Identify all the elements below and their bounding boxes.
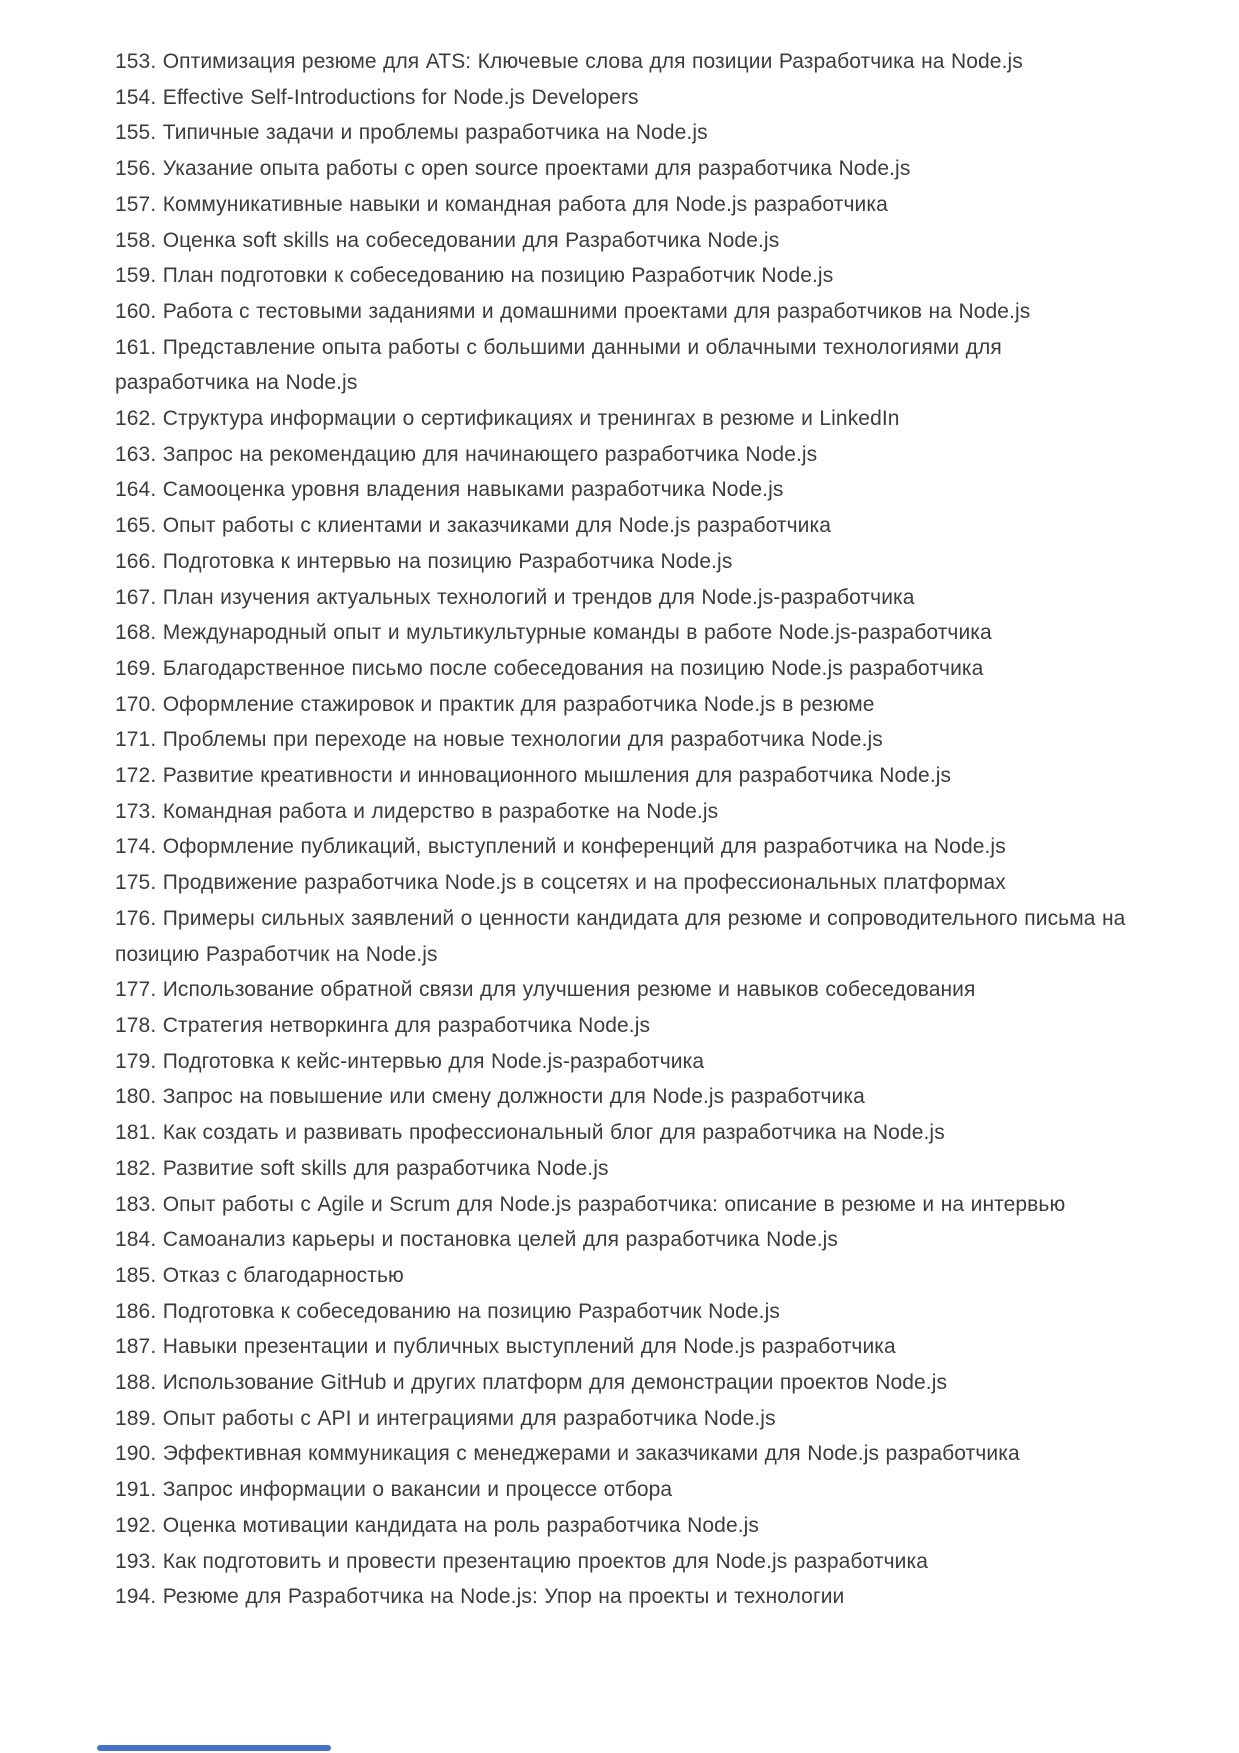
list-item-text: Благодарственное письмо после собеседования на позицию Node.js разработчика [162,656,984,680]
list-item-text: Самооценка уровня владения навыками разработчика Node.js [162,478,784,502]
list-item [115,1258,1127,1294]
list-item [115,651,1127,687]
list-item-number: 156. [115,157,157,181]
list-item-number: 159. [115,264,157,288]
list-item [115,1544,1127,1580]
list-item-number: 171. [115,728,157,752]
list-item-number: 181. [115,1121,157,1145]
list-item-number: 193. [115,1549,157,1573]
list-item-number: 176. [115,906,157,930]
list-item [115,1008,1127,1044]
list-item [115,1294,1127,1330]
list-item [115,544,1127,580]
list-item-number: 163. [115,442,157,466]
list-item-text: Оценка soft skills на собеседовании для Разработчика Node.js [162,228,780,252]
list-item-text: Запрос на повышение или смену должности для Node.js разработчика [162,1085,865,1109]
list-item [115,865,1127,901]
list-item-text: Использование GitHub и других платформ для демонстрации проектов Node.js [162,1371,948,1395]
list-item-number: 189. [115,1406,157,1430]
list-item [115,901,1127,972]
list-item-text: Оформление публикаций, выступлений и конференций для разработчика на Node.js [162,835,1006,859]
list-item [115,1401,1127,1437]
list-item-number: 183. [115,1192,157,1216]
list-item-number: 162. [115,407,157,431]
list-item [115,80,1127,116]
list-item-number: 155. [115,121,157,145]
list-item [115,401,1127,437]
list-item [115,330,1127,401]
list-item-text: Подготовка к кейс-интервью для Node.js-разработчика [162,1049,705,1073]
list-item-text: Типичные задачи и проблемы разработчика на Node.js [162,121,708,145]
list-item-text: Запрос информации о вакансии и процессе отбора [162,1478,673,1502]
list-item-number: 180. [115,1085,157,1109]
list-item-text: Коммуникативные навыки и командная работа для Node.js разработчика [162,192,888,216]
list-item [115,1151,1127,1187]
list-item-number: 167. [115,585,157,609]
list-item-number: 190. [115,1442,157,1466]
list-item [115,1222,1127,1258]
list-item-number: 161. [115,335,157,359]
list-item-number: 177. [115,978,157,1002]
bottom-blue-bar [97,1745,331,1751]
list-item [115,151,1127,187]
list-item-number: 178. [115,1013,157,1037]
list-item-text: Международный опыт и мультикультурные команды в работе Node.js-разработчика [162,621,992,645]
list-item [115,1508,1127,1544]
list-item-number: 154. [115,85,157,109]
list-item-text: Стратегия нетворкинга для разработчика Node.js [162,1013,651,1037]
list-item-text: Развитие soft skills для разработчика Node.js [162,1156,609,1180]
list-item-number: 160. [115,299,157,323]
list-item [115,294,1127,330]
list-item [115,187,1127,223]
list-item-text: Развитие креативности и инновационного мышления для разработчика Node.js [162,764,952,788]
list-item [115,472,1127,508]
list-item-number: 158. [115,228,157,252]
list-item-text: Оценка мотивации кандидата на роль разработчика Node.js [162,1513,760,1537]
list-item [115,1436,1127,1472]
list-item-text: Работа с тестовыми заданиями и домашними проектами для разработчиков на Node.js [162,299,1031,323]
list-item-number: 166. [115,549,157,573]
list-item-text: Опыт работы с Agile и Scrum для Node.js разработчика: описание в резюме и на интервью [162,1192,1066,1216]
list-item [115,722,1127,758]
list-item-number: 170. [115,692,157,716]
list-item [115,115,1127,151]
list-item-text: Примеры сильных заявлений о ценности кандидата для резюме и сопроводительного письма на позицию Разработчик на Node.js [115,906,1126,966]
list-item [115,615,1127,651]
list-item-number: 173. [115,799,157,823]
list-item-number: 172. [115,764,157,788]
list-item-text: Проблемы при переходе на новые технологии для разработчика Node.js [162,728,883,752]
list-item-text: Эффективная коммуникация с менеджерами и заказчиками для Node.js разработчика [162,1442,1020,1466]
list-item [115,972,1127,1008]
list-item [115,1472,1127,1508]
list-item-number: 182. [115,1156,157,1180]
list-item-number: 174. [115,835,157,859]
list-item-number: 184. [115,1228,157,1252]
list-item-number: 192. [115,1513,157,1537]
list-item [115,758,1127,794]
list-item [115,580,1127,616]
list-item-text: Опыт работы с клиентами и заказчиками для Node.js разработчика [162,514,832,538]
list-item-number: 191. [115,1478,157,1502]
list-item [115,687,1127,723]
list-item-text: Опыт работы с API и интеграциями для разработчика Node.js [162,1406,776,1430]
list-item-text: Отказ с благодарностью [162,1263,404,1287]
list-item-text: Как создать и развивать профессиональный блог для разработчика на Node.js [162,1121,945,1145]
list-item-text: Указание опыта работы с open source проектами для разработчика Node.js [162,157,911,181]
list-item-number: 168. [115,621,157,645]
list-item-number: 186. [115,1299,157,1323]
list-item-text: Подготовка к интервью на позицию Разработчика Node.js [162,549,733,573]
list-item [115,1329,1127,1365]
list-item [115,794,1127,830]
list-item-number: 157. [115,192,157,216]
list-item [115,829,1127,865]
list-item [115,508,1127,544]
list-item-text: Продвижение разработчика Node.js в соцсетях и на профессиональных платформах [162,871,1006,895]
list-item-number: 188. [115,1371,157,1395]
list-item [115,1579,1127,1615]
list-item [115,223,1127,259]
list-item [115,1365,1127,1401]
list-item [115,44,1127,80]
list-item [115,1115,1127,1151]
list-item-text: Структура информации о сертификациях и тренингах в резюме и LinkedIn [162,407,900,431]
list-item-number: 153. [115,50,157,73]
list-item-text: Как подготовить и провести презентацию проектов для Node.js разработчика [162,1549,928,1573]
list-item [115,437,1127,473]
list-item-text: План подготовки к собеседованию на позицию Разработчик Node.js [162,264,834,288]
list-item-text: Навыки презентации и публичных выступлений для Node.js разработчика [162,1335,896,1359]
list-item-text: Оптимизация резюме для ATS: Ключевые слова для позиции Разработчика на Node.js [162,50,1023,73]
list-item-number: 194. [115,1585,157,1609]
list-item [115,258,1127,294]
list-item-number: 175. [115,871,157,895]
list-item [115,1044,1127,1080]
list-item [115,1187,1127,1223]
list-item-number: 179. [115,1049,157,1073]
list-item-text: Оформление стажировок и практик для разработчика Node.js в резюме [162,692,875,716]
list-item-number: 169. [115,656,157,680]
list-item-text: Представление опыта работы с большими данными и облачными технологиями для разработчика на Node.js [115,335,1002,395]
list-item-number: 187. [115,1335,157,1359]
list-item-text: Резюме для Разработчика на Node.js: Упор на проекты и технологии [162,1585,845,1609]
list-item-number: 165. [115,514,157,538]
list-item-text: Использование обратной связи для улучшения резюме и навыков собеседования [162,978,976,1002]
list-item [115,1079,1127,1115]
list-item-text: Подготовка к собеседованию на позицию Разработчик Node.js [162,1299,780,1323]
list-item-number: 185. [115,1263,157,1287]
list-item-text: Самоанализ карьеры и постановка целей для разработчика Node.js [162,1228,839,1252]
list-item-text: Командная работа и лидерство в разработке на Node.js [162,799,719,823]
list-item-text: Effective Self-Introductions for Node.js Developers [162,85,639,109]
list-item-number: 164. [115,478,157,502]
list-item-text: План изучения актуальных технологий и трендов для Node.js-разработчика [162,585,915,609]
document-list [115,44,1127,1615]
list-item-text: Запрос на рекомендацию для начинающего разработчика Node.js [162,442,818,466]
